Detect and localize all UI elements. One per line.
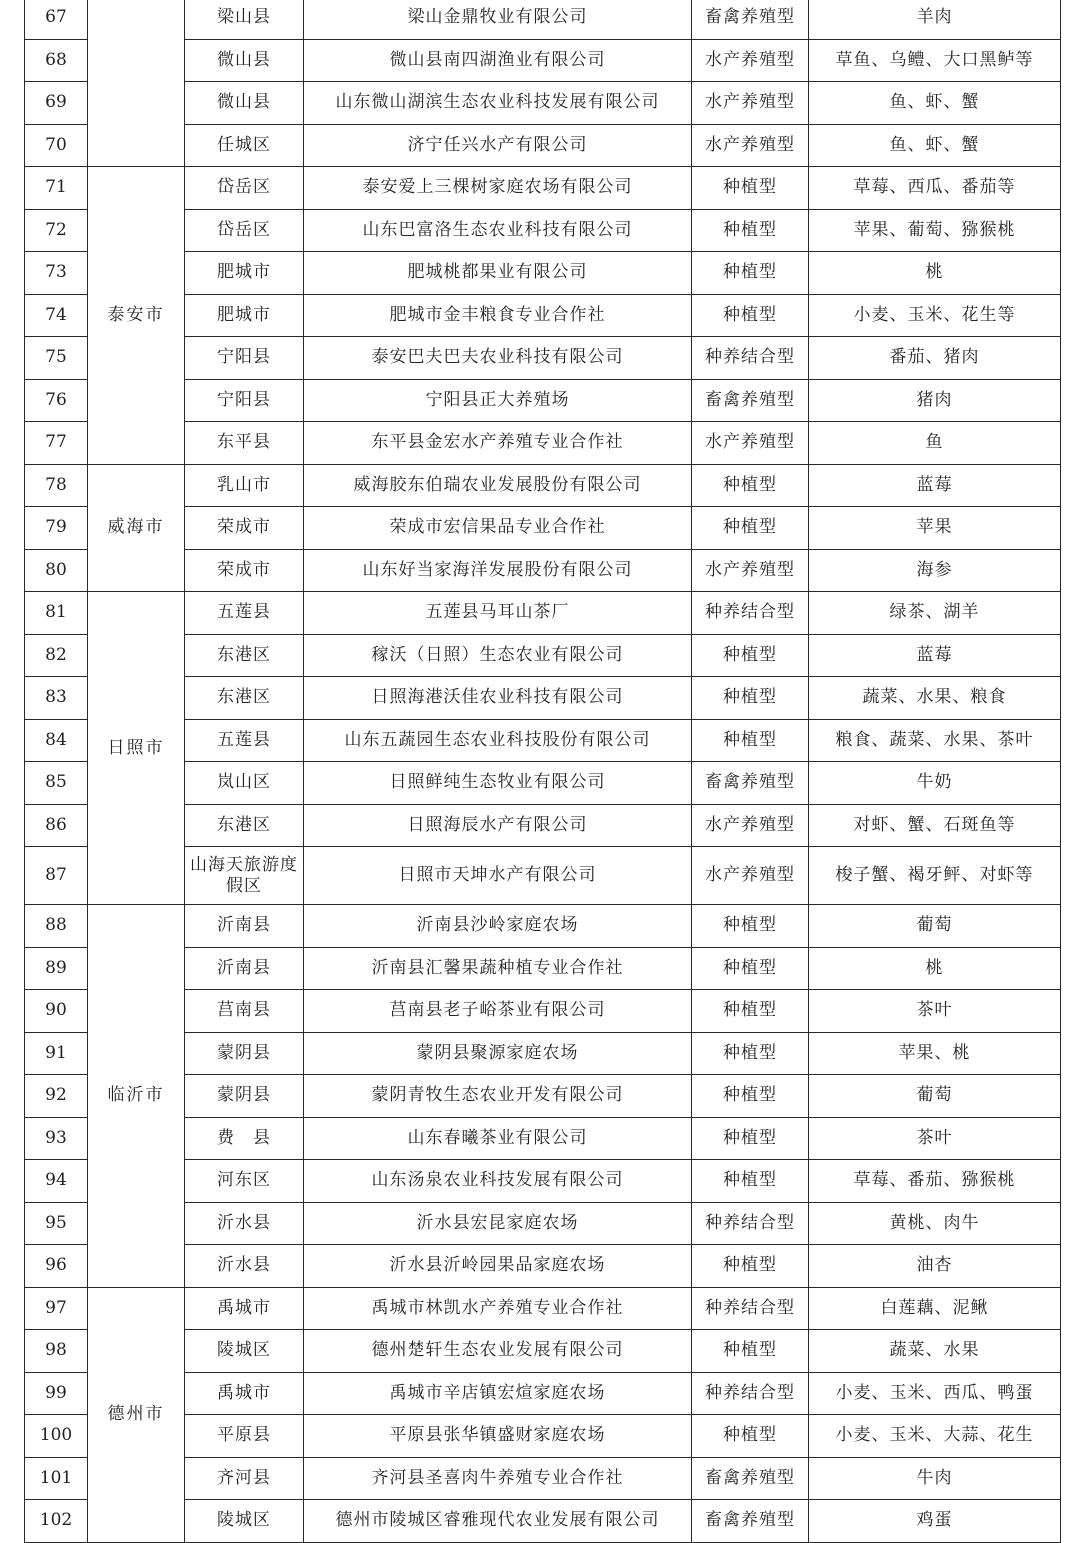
row-number: 84 [25, 719, 88, 762]
company-cell: 荣成市宏信果品专业合作社 [304, 507, 692, 550]
county-cell: 山海天旅游度假区 [185, 847, 304, 905]
product-cell: 桃 [809, 252, 1061, 295]
company-cell: 德州楚轩生态农业发展有限公司 [304, 1330, 692, 1373]
county-cell: 岱岳区 [185, 167, 304, 210]
company-cell: 山东汤泉农业科技发展有限公司 [304, 1160, 692, 1203]
type-cell: 水产养殖型 [692, 124, 809, 167]
table-row [25, 1287, 1061, 1330]
company-cell: 蒙阴青牧生态农业开发有限公司 [304, 1075, 692, 1118]
product-cell: 番茄、猪肉 [809, 337, 1061, 380]
county-cell: 平原县 [185, 1415, 304, 1458]
type-cell: 种养结合型 [692, 337, 809, 380]
county-cell: 五莲县 [185, 592, 304, 635]
type-cell: 种植型 [692, 167, 809, 210]
row-number: 102 [25, 1500, 88, 1543]
company-cell: 肥城市金丰粮食专业合作社 [304, 294, 692, 337]
table-row [25, 0, 1061, 39]
company-cell: 泰安爱上三棵树家庭农场有限公司 [304, 167, 692, 210]
company-cell: 沂水县宏昆家庭农场 [304, 1202, 692, 1245]
product-cell: 白莲藕、泥鳅 [809, 1287, 1061, 1330]
county-cell: 梁山县 [185, 0, 304, 39]
type-cell: 水产养殖型 [692, 549, 809, 592]
county-cell: 任城区 [185, 124, 304, 167]
product-cell: 鱼、虾、蟹 [809, 124, 1061, 167]
type-cell: 畜禽养殖型 [692, 1457, 809, 1500]
type-cell: 种植型 [692, 209, 809, 252]
product-cell: 鸡蛋 [809, 1500, 1061, 1543]
county-cell: 东港区 [185, 804, 304, 847]
row-number: 100 [25, 1415, 88, 1458]
product-cell: 苹果、葡萄、猕猴桃 [809, 209, 1061, 252]
type-cell: 水产养殖型 [692, 847, 809, 905]
city-cell: 泰安市 [88, 167, 185, 465]
type-cell: 种植型 [692, 947, 809, 990]
product-cell: 草鱼、乌鳢、大口黑鲈等 [809, 39, 1061, 82]
farm-list-table [24, 0, 1061, 1543]
product-cell: 草莓、番茄、猕猴桃 [809, 1160, 1061, 1203]
company-cell: 蒙阴县聚源家庭农场 [304, 1032, 692, 1075]
company-cell: 梁山金鼎牧业有限公司 [304, 0, 692, 39]
row-number: 89 [25, 947, 88, 990]
city-cell: 日照市 [88, 592, 185, 905]
company-cell: 肥城桃都果业有限公司 [304, 252, 692, 295]
product-cell: 蔬菜、水果 [809, 1330, 1061, 1373]
row-number: 101 [25, 1457, 88, 1500]
product-cell: 小麦、玉米、花生等 [809, 294, 1061, 337]
row-number: 78 [25, 464, 88, 507]
product-cell: 梭子蟹、褐牙鲆、对虾等 [809, 847, 1061, 905]
company-cell: 齐河县圣喜肉牛养殖专业合作社 [304, 1457, 692, 1500]
county-cell: 岚山区 [185, 762, 304, 805]
county-cell: 微山县 [185, 39, 304, 82]
county-cell: 费 县 [185, 1117, 304, 1160]
row-number: 82 [25, 634, 88, 677]
company-cell: 沂水县沂岭园果品家庭农场 [304, 1245, 692, 1288]
type-cell: 种植型 [692, 1245, 809, 1288]
product-cell: 蔬菜、水果、粮食 [809, 677, 1061, 720]
product-cell: 粮食、蔬菜、水果、茶叶 [809, 719, 1061, 762]
row-number: 73 [25, 252, 88, 295]
county-cell: 宁阳县 [185, 337, 304, 380]
county-cell: 沂水县 [185, 1245, 304, 1288]
county-cell: 陵城区 [185, 1500, 304, 1543]
product-cell: 绿茶、湖羊 [809, 592, 1061, 635]
county-cell: 东港区 [185, 677, 304, 720]
row-number: 86 [25, 804, 88, 847]
county-cell: 微山县 [185, 82, 304, 125]
city-cell: 德州市 [88, 1287, 185, 1542]
city-cell: 临沂市 [88, 905, 185, 1288]
row-number: 74 [25, 294, 88, 337]
type-cell: 种植型 [692, 1117, 809, 1160]
product-cell: 鱼 [809, 422, 1061, 465]
row-number: 91 [25, 1032, 88, 1075]
type-cell: 种植型 [692, 464, 809, 507]
company-cell: 沂南县沙岭家庭农场 [304, 905, 692, 948]
row-number: 93 [25, 1117, 88, 1160]
row-number: 90 [25, 990, 88, 1033]
company-cell: 山东巴富洛生态农业科技有限公司 [304, 209, 692, 252]
row-number: 88 [25, 905, 88, 948]
county-cell: 东港区 [185, 634, 304, 677]
company-cell: 山东好当家海洋发展股份有限公司 [304, 549, 692, 592]
county-cell: 齐河县 [185, 1457, 304, 1500]
city-cell [88, 0, 185, 167]
company-cell: 平原县张华镇盛财家庭农场 [304, 1415, 692, 1458]
product-cell: 葡萄 [809, 905, 1061, 948]
type-cell: 种植型 [692, 1160, 809, 1203]
type-cell: 水产养殖型 [692, 39, 809, 82]
county-cell: 莒南县 [185, 990, 304, 1033]
type-cell: 畜禽养殖型 [692, 1500, 809, 1543]
county-cell: 荣成市 [185, 507, 304, 550]
county-cell: 沂南县 [185, 905, 304, 948]
table-row [25, 905, 1061, 948]
company-cell: 德州市陵城区睿雅现代农业发展有限公司 [304, 1500, 692, 1543]
product-cell: 茶叶 [809, 1117, 1061, 1160]
product-cell: 苹果 [809, 507, 1061, 550]
product-cell: 牛肉 [809, 1457, 1061, 1500]
county-cell: 肥城市 [185, 294, 304, 337]
company-cell: 山东微山湖滨生态农业科技发展有限公司 [304, 82, 692, 125]
row-number: 83 [25, 677, 88, 720]
row-number: 97 [25, 1287, 88, 1330]
product-cell: 蓝莓 [809, 464, 1061, 507]
company-cell: 莒南县老子峪茶业有限公司 [304, 990, 692, 1033]
type-cell: 种养结合型 [692, 1287, 809, 1330]
company-cell: 五莲县马耳山茶厂 [304, 592, 692, 635]
county-cell: 宁阳县 [185, 379, 304, 422]
row-number: 92 [25, 1075, 88, 1118]
county-cell: 禹城市 [185, 1287, 304, 1330]
type-cell: 种植型 [692, 634, 809, 677]
type-cell: 种植型 [692, 719, 809, 762]
county-cell: 沂南县 [185, 947, 304, 990]
product-cell: 对虾、蟹、石斑鱼等 [809, 804, 1061, 847]
county-cell: 乳山市 [185, 464, 304, 507]
company-cell: 威海胶东伯瑞农业发展股份有限公司 [304, 464, 692, 507]
county-cell: 蒙阴县 [185, 1032, 304, 1075]
product-cell: 草莓、西瓜、番茄等 [809, 167, 1061, 210]
row-number: 69 [25, 82, 88, 125]
county-cell: 东平县 [185, 422, 304, 465]
product-cell: 黄桃、肉牛 [809, 1202, 1061, 1245]
product-cell: 油杏 [809, 1245, 1061, 1288]
row-number: 76 [25, 379, 88, 422]
company-cell: 泰安巴夫巴夫农业科技有限公司 [304, 337, 692, 380]
type-cell: 种植型 [692, 252, 809, 295]
table-row [25, 167, 1061, 210]
type-cell: 畜禽养殖型 [692, 379, 809, 422]
type-cell: 种植型 [692, 1330, 809, 1373]
type-cell: 种养结合型 [692, 1372, 809, 1415]
type-cell: 种养结合型 [692, 592, 809, 635]
row-number: 87 [25, 847, 88, 905]
company-cell: 日照海辰水产有限公司 [304, 804, 692, 847]
row-number: 68 [25, 39, 88, 82]
row-number: 67 [25, 0, 88, 39]
company-cell: 稼沃（日照）生态农业有限公司 [304, 634, 692, 677]
row-number: 98 [25, 1330, 88, 1373]
row-number: 94 [25, 1160, 88, 1203]
company-cell: 微山县南四湖渔业有限公司 [304, 39, 692, 82]
type-cell: 种植型 [692, 1032, 809, 1075]
type-cell: 种植型 [692, 990, 809, 1033]
type-cell: 种养结合型 [692, 1202, 809, 1245]
county-cell: 五莲县 [185, 719, 304, 762]
county-cell: 禹城市 [185, 1372, 304, 1415]
row-number: 99 [25, 1372, 88, 1415]
county-cell: 肥城市 [185, 252, 304, 295]
product-cell: 海参 [809, 549, 1061, 592]
product-cell: 牛奶 [809, 762, 1061, 805]
product-cell: 猪肉 [809, 379, 1061, 422]
row-number: 85 [25, 762, 88, 805]
product-cell: 茶叶 [809, 990, 1061, 1033]
table-row [25, 592, 1061, 635]
type-cell: 畜禽养殖型 [692, 0, 809, 39]
product-cell: 苹果、桃 [809, 1032, 1061, 1075]
company-cell: 宁阳县正大养殖场 [304, 379, 692, 422]
type-cell: 种植型 [692, 905, 809, 948]
company-cell: 日照市天坤水产有限公司 [304, 847, 692, 905]
company-cell: 禹城市辛店镇宏煊家庭农场 [304, 1372, 692, 1415]
type-cell: 种植型 [692, 507, 809, 550]
product-cell: 蓝莓 [809, 634, 1061, 677]
company-cell: 济宁任兴水产有限公司 [304, 124, 692, 167]
row-number: 81 [25, 592, 88, 635]
company-cell: 东平县金宏水产养殖专业合作社 [304, 422, 692, 465]
row-number: 75 [25, 337, 88, 380]
row-number: 96 [25, 1245, 88, 1288]
type-cell: 水产养殖型 [692, 422, 809, 465]
county-cell: 沂水县 [185, 1202, 304, 1245]
type-cell: 畜禽养殖型 [692, 762, 809, 805]
row-number: 72 [25, 209, 88, 252]
company-cell: 山东五蔬园生态农业科技股份有限公司 [304, 719, 692, 762]
county-cell: 荣成市 [185, 549, 304, 592]
row-number: 71 [25, 167, 88, 210]
row-number: 79 [25, 507, 88, 550]
product-cell: 小麦、玉米、大蒜、花生 [809, 1415, 1061, 1458]
row-number: 70 [25, 124, 88, 167]
product-cell: 鱼、虾、蟹 [809, 82, 1061, 125]
product-cell: 葡萄 [809, 1075, 1061, 1118]
table-row [25, 464, 1061, 507]
company-cell: 日照海港沃佳农业科技有限公司 [304, 677, 692, 720]
product-cell: 小麦、玉米、西瓜、鸭蛋 [809, 1372, 1061, 1415]
type-cell: 种植型 [692, 1075, 809, 1118]
company-cell: 日照鲜纯生态牧业有限公司 [304, 762, 692, 805]
company-cell: 山东春曦茶业有限公司 [304, 1117, 692, 1160]
product-cell: 桃 [809, 947, 1061, 990]
company-cell: 沂南县汇馨果蔬种植专业合作社 [304, 947, 692, 990]
type-cell: 种植型 [692, 294, 809, 337]
county-cell: 河东区 [185, 1160, 304, 1203]
county-cell: 岱岳区 [185, 209, 304, 252]
county-cell: 陵城区 [185, 1330, 304, 1373]
company-cell: 禹城市林凯水产养殖专业合作社 [304, 1287, 692, 1330]
city-cell: 威海市 [88, 464, 185, 592]
type-cell: 种植型 [692, 677, 809, 720]
row-number: 80 [25, 549, 88, 592]
county-cell: 蒙阴县 [185, 1075, 304, 1118]
row-number: 95 [25, 1202, 88, 1245]
type-cell: 水产养殖型 [692, 82, 809, 125]
type-cell: 种植型 [692, 1415, 809, 1458]
type-cell: 水产养殖型 [692, 804, 809, 847]
product-cell: 羊肉 [809, 0, 1061, 39]
row-number: 77 [25, 422, 88, 465]
